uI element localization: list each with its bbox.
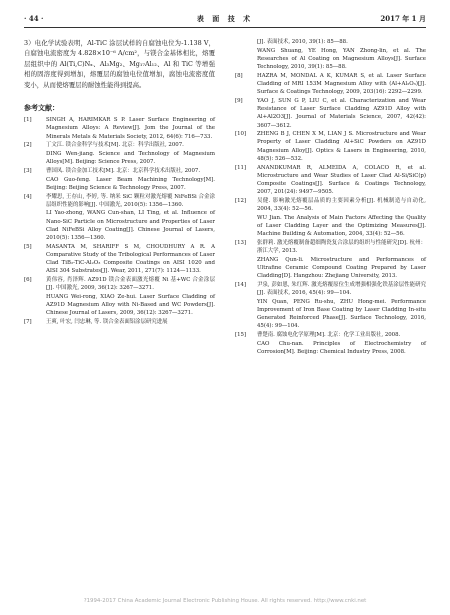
reference-entry [235, 256, 426, 281]
reference-text: YAO J, SUN G P, LIU C, et al. Characterization and Wear Resistance of Laser Surface Cladding AZ91D Alloy with Al+Al2O3[J]. Journal of Materials Science, 2007, 42(42): 3607—3612. [257, 97, 426, 129]
reference-text: 黄伟容, 肖泽辉. AZ91D 镁合金表面激光熔覆 Ni 基+WC 合金涂层[J]. 中国激光, 2009, 36(12): 3267—3271. [46, 277, 215, 292]
reference-number [235, 214, 257, 239]
reference-text: ZHANG Qun-li. Microstructure and Performances of Ultrafine Ceramic Compound Coating Prepared by Laser Cladding[D]. Hangzhou: Zhejiang University, 2013. [257, 256, 426, 280]
reference-number: [5] [24, 243, 32, 250]
reference-number: [9] [235, 97, 243, 104]
reference-entry [24, 176, 215, 192]
journal-title: 表 面 技 术 [196, 14, 254, 23]
references-list-right [235, 38, 426, 356]
reference-entry [235, 197, 426, 213]
reference-number [235, 298, 257, 331]
reference-entry [24, 167, 215, 175]
reference-entry [235, 164, 426, 197]
reference-entry [24, 243, 215, 276]
copyright-footer: ?1994-2017 China Academic Journal Electronic Publishing House. All rights reserved. http://www.cnki.net [83, 598, 367, 604]
reference-number [235, 256, 257, 281]
reference-text: 尹泉, 彭如恩, 朱红辉. 激光熔覆原位生成增强相强化铁基涂层性能研究[J]. 表面技术, 2016, 45(4): 99—104. [257, 281, 426, 297]
reference-entry [235, 72, 426, 97]
reference-entry [24, 276, 215, 292]
reference-text: YIN Quan, PENG Ru-shu, ZHU Hong-mei. Performance Improvement of Iron Base Coating by Laser Cladding In-situ Generated Reinforced Phase[J]. Surface Technology, 2016, 45(4): 99—104. [257, 298, 426, 330]
reference-text: CAO Chu-nan. Principles of Electrochemistry of Corrosion[M]. Beijing: Chemical Industry Press, 2008. [257, 340, 426, 356]
reference-number [24, 209, 46, 242]
reference-number [235, 38, 257, 46]
header-rule [24, 27, 426, 28]
reference-number: [11] [235, 164, 247, 171]
page-header [24, 14, 426, 26]
reference-number [24, 150, 46, 166]
right-column [235, 38, 426, 357]
reference-entry [235, 331, 426, 339]
reference-entry [235, 239, 426, 255]
references-list-left [24, 116, 215, 326]
reference-number [235, 340, 257, 356]
reference-entry [235, 281, 426, 297]
reference-text: 张群莉. 激光熔覆制备超细陶瓷复合涂层的组织与性能研究[D]. 杭州：浙江大学, 2013. [257, 239, 426, 255]
reference-number [24, 176, 46, 192]
reference-number: [12] [235, 197, 247, 204]
reference-text: 王爽, 叶宏, 闫忠琳, 等. 镁合金表面铝涂层研究进展 [46, 319, 168, 326]
reference-text: [J]. 表面技术, 2010, 39(1): 85—88. [257, 39, 348, 45]
reference-number: [15] [235, 332, 247, 339]
reference-number: [7] [24, 319, 32, 326]
reference-entry [235, 214, 426, 239]
reference-number: [13] [235, 239, 247, 246]
reference-text: SINGH A, HARIMKAR S P. Laser Surface Engineering of Magnesium Alloys: A Review[J]. Jom the Journal of the Minerals Metals & Materials Society, 2012, 64(6): 716—733. [46, 117, 215, 140]
reference-entry [235, 130, 426, 163]
reference-text: 吴健. 影响激光熔覆层品质的主要因素分析[J]. 机械制造与自动化, 2004, 33(4): 52—56. [257, 197, 426, 213]
reference-entry [24, 293, 215, 318]
reference-number: [6] [24, 277, 32, 284]
issue-date: 2017 年 1 月 [380, 14, 426, 23]
reference-number: [2] [24, 142, 32, 149]
references-heading: 参考文献： [24, 103, 59, 113]
reference-entry [24, 141, 215, 149]
reference-text: CAO Guo-feng. Laser Beam Machining Technology[M]. Beijing: Beijing Science & Technology Press, 2007. [46, 176, 215, 191]
reference-text: 李耀思, 王存山, 李婷, 等. 纳米 SiC 颗粒对激光熔覆 NiFeBSi 合金涂层组织性能的影响[J]. 中国激光, 2010(5): 1356—1360. [46, 193, 215, 208]
reference-entry [24, 150, 215, 166]
reference-entry [235, 47, 426, 72]
reference-number: [10] [235, 131, 247, 138]
reference-number: [3] [24, 167, 32, 174]
reference-entry [235, 298, 426, 331]
reference-text: 曹楚南. 腐蚀电化学原理[M]. 北京：化学工业出版社, 2008. [257, 332, 401, 339]
reference-entry [24, 209, 215, 242]
reference-entry [235, 340, 426, 356]
reference-entry [235, 38, 426, 46]
reference-text: 丁文江. 镁合金科学与技术[M]. 北京：科学出版社, 2007. [46, 142, 184, 149]
reference-entry [24, 318, 215, 326]
reference-text: ANANDKUMAR R, ALMEIDA A, COLACO R, et al. Microstructure and Wear Studies of Laser Clad Al-Si/SiC(p) Composite Coatings[J]. Surface & Coatings Technology, 2007, 201(24): 9497—9505. [257, 164, 426, 196]
reference-entry [235, 97, 426, 130]
reference-text: WANG Shuang, YE Hong, YAN Zhong-lin, et al. The Researches of Al Coating on Magnesium Alloys[J]. Surface Technology, 2010, 39(1): 85—88. [257, 47, 426, 71]
reference-text: 曹国凤. 镁合金加工技术[M]. 北京：北京科学技术出版社, 2007. [46, 167, 201, 174]
reference-text: HUANG Wei-rong, XIAO Ze-hui. Laser Surface Cladding of AZ91D Magnesium Alloy with Ni-Based and WC Powders[J]. Chinese Journal of Lasers, 2009, 36(12): 3267—3271. [46, 294, 215, 317]
reference-number [24, 293, 46, 318]
reference-number: [14] [235, 281, 247, 288]
reference-number: [1] [24, 117, 32, 124]
reference-text: DING Wen-jiang. Science and Technology of Magnesium Alloys[M]. Beijing: Science Press, 2007. [46, 151, 215, 166]
reference-text: MASANTA M, SHARIFF S M, CHOUDHURY A R. A Comparative Study of the Tribological Performances of Laser Clad TiB₂-TiC-Al₂O₃ Composite Coatings on AISI 1020 and AISI 304 Substrates[J]. Wear, 2011, 271(7): 1124—1133. [46, 243, 215, 275]
reference-number: [4] [24, 193, 32, 200]
reference-text: HAZRA M, MONDAL A K, KUMAR S, et al. Laser Surface Cladding of MRI 153M Magnesium Alloy with (Al+Al₂O₃)[J]. Surface & Coatings Technology, 2009, 203(16): 2292—2299. [257, 72, 426, 96]
reference-entry [24, 116, 215, 141]
conclusion-paragraph: 3）电化学试验表明，Al-TiC 涂层试样的自腐蚀电位为-1.138 V，自腐蚀电流密度为 4.828×10⁻⁶ A/cm²，与镁合金基体相比，熔覆层组织中的 Al(Ti,C)Nₓ、Al₃Mg₂、Mg₁₇Al₁₂、Al 和 TiC 等增强相的固溶度得到增加，熔覆层的腐蚀电位值增加，腐蚀电流密度值变小，从而使熔覆层的耐蚀性能得到提高。 [24, 39, 215, 89]
reference-text: ZHENG B J, CHEN X M, LIAN J S. Microstructure and Wear Property of Laser Cladding Al+SiC Powders on AZ91D Magnesium Alloy[J]. Optics & Lasers in Engineering, 2010, 48(5): 526—532. [257, 131, 426, 162]
reference-text: WU Jian. The Analysis of Main Factors Affecting the Quality of Laser Cladding Layer and the Optimizing Measures[J]. Machine Building & Automation, 2004, 33(4): 52—56. [257, 214, 426, 238]
reference-number [235, 47, 257, 72]
reference-text: LI Yao-zhong, WANG Cun-shan, LI Ting, et al. Influence of Nano-SiC Particle on Microstructure and Properties of Laser Clad NiFeBSi Alloy Coating[J]. Chinese Journal of Lasers, 2010(5): 1356—1360. [46, 210, 215, 242]
left-column [24, 38, 215, 327]
reference-number: [8] [235, 72, 243, 79]
page-number: · 44 · [24, 14, 44, 23]
reference-entry [24, 193, 215, 209]
